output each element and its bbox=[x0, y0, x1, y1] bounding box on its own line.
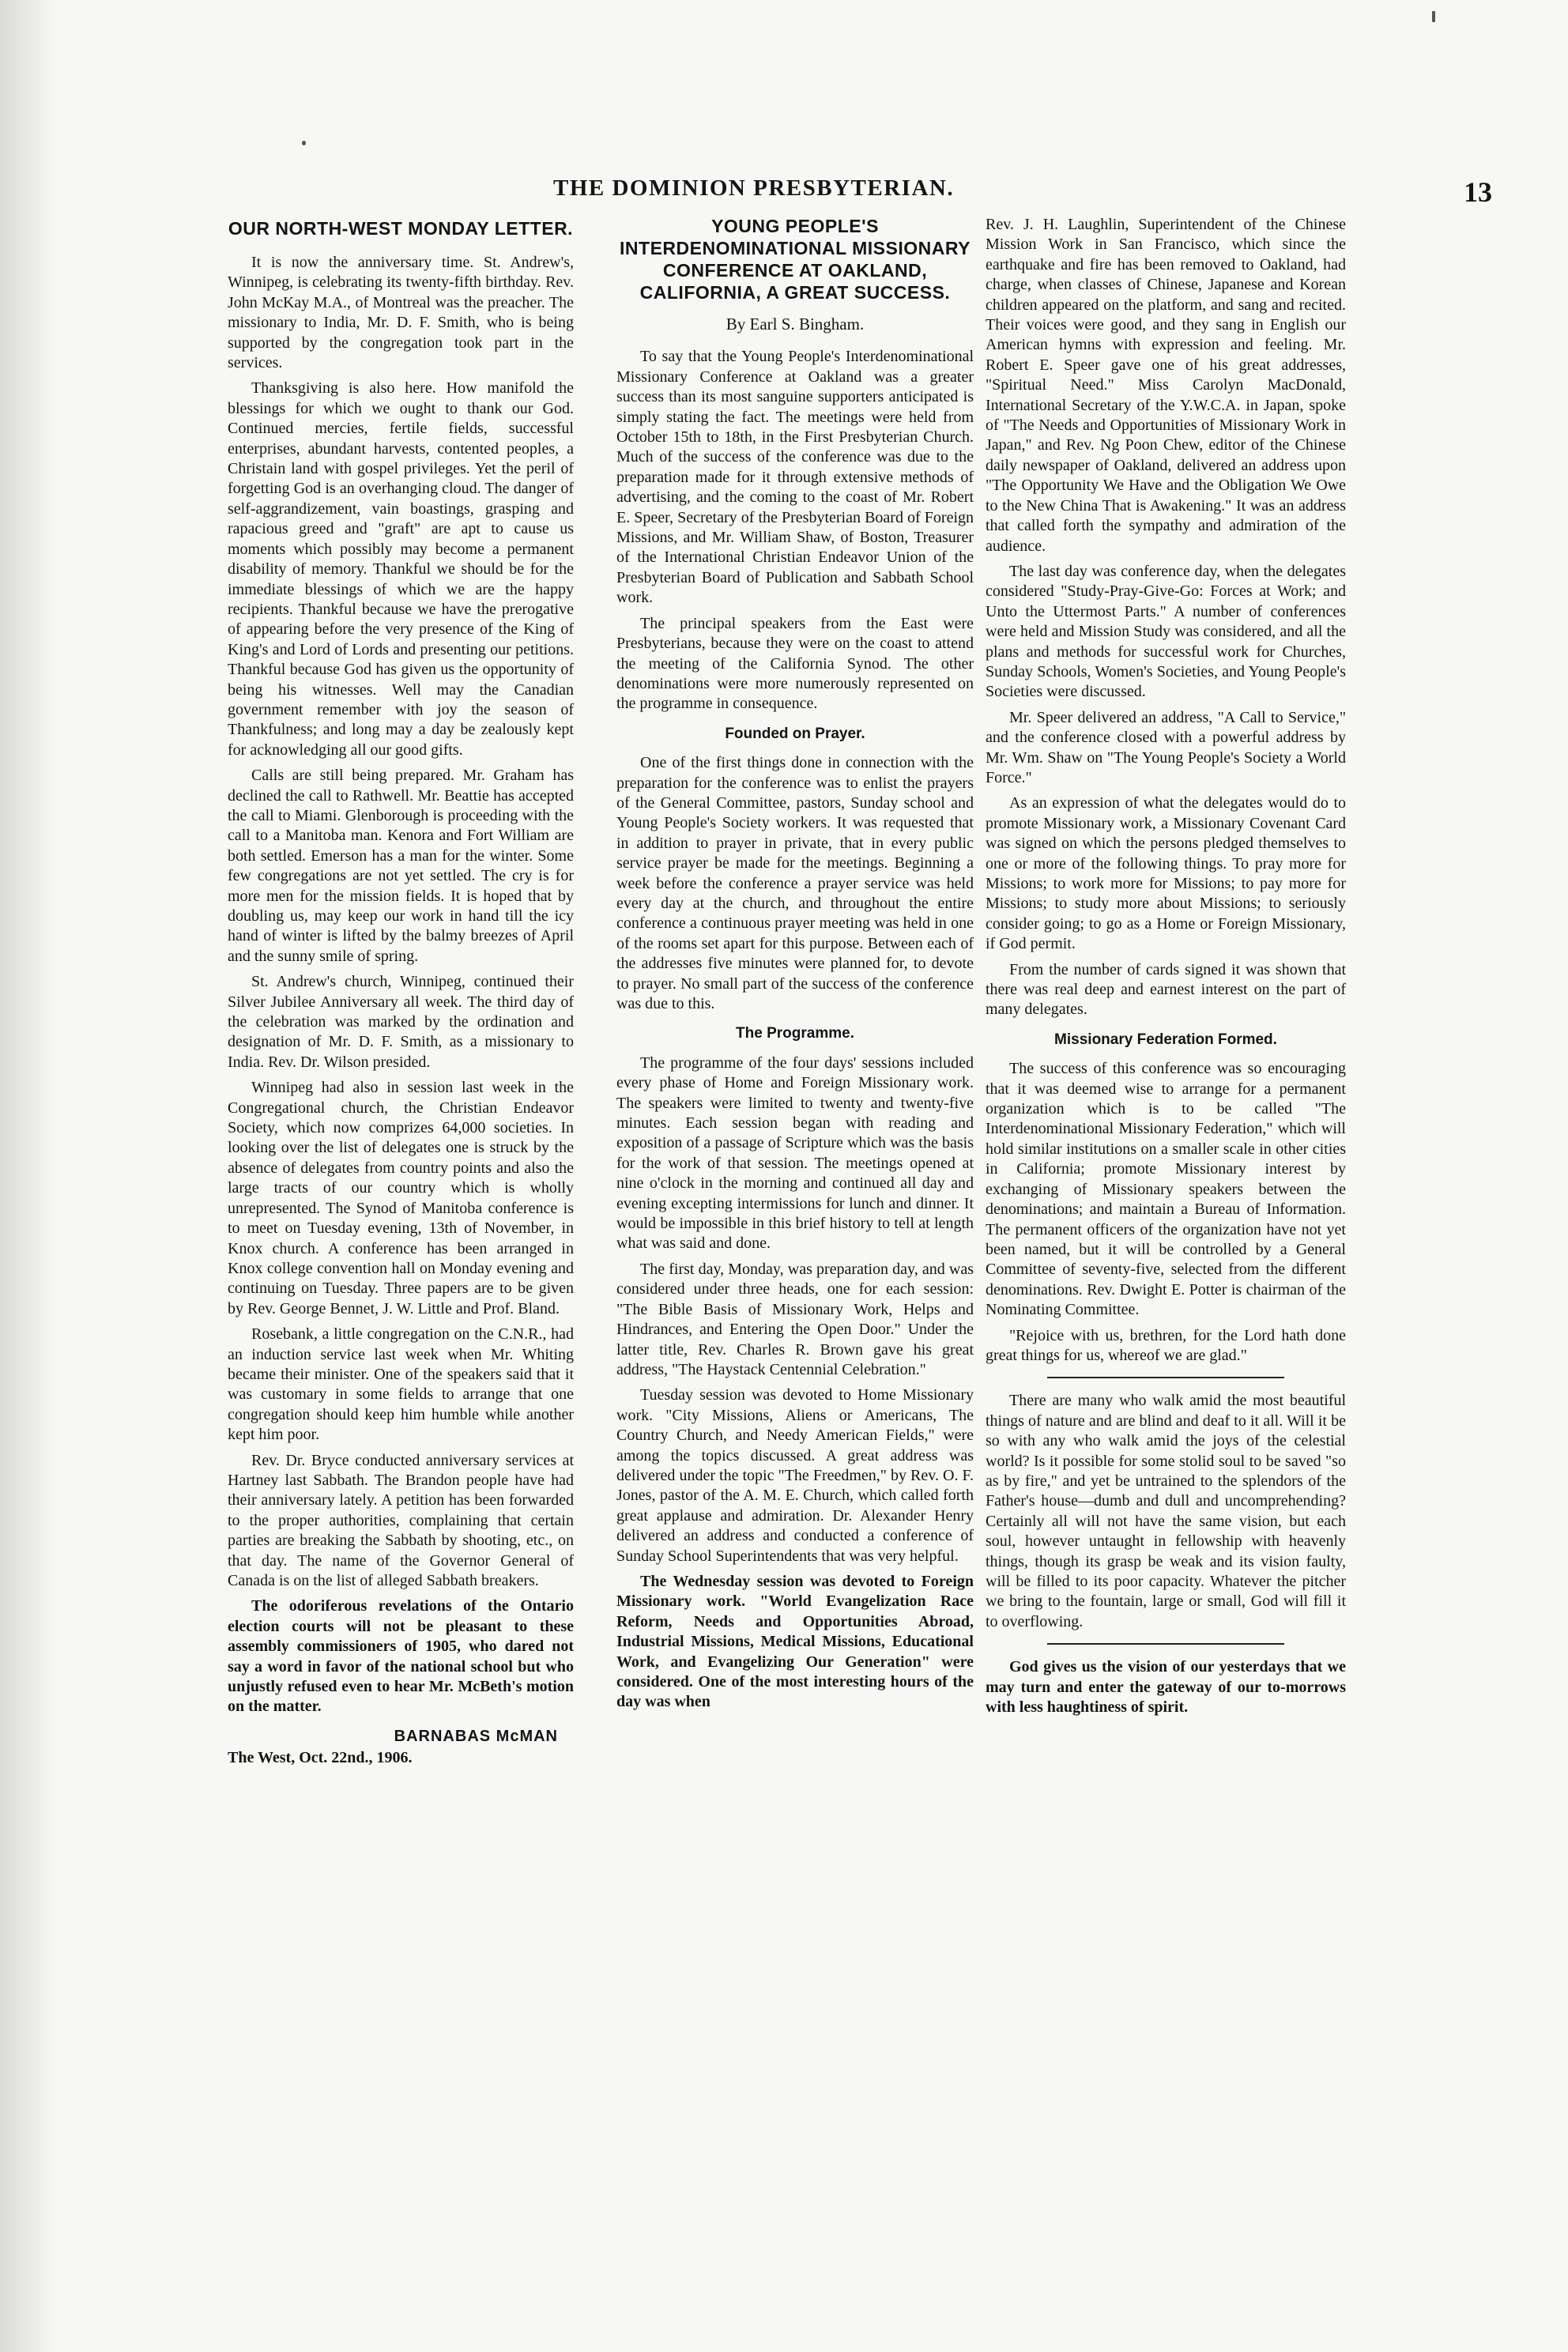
article-paragraph: Rev. J. H. Laughlin, Superintendent of the Chinese Mission Work in San Francisco, which since the earthquake and fire has been removed to Oakland, had charge, when classes of Chinese, Japanese and Korean children appeared on the platform, and sang and recited. Their voices were good, and they sang in English our American hymns with expression and feeling. Mr. Robert E. Speer gave one of his great addresses, "Spiritual Need." Miss Carolyn MacDonald, International Secretary of the Y.W.C.A. in Japan, spoke of "The Needs and Opportunities of Missionary Work in Japan," and Rev. Ng Poon Chew, editor of the Chinese daily newspaper of Oakland, delivered an address upon "The Opportunity We Have and the Obligation We Owe to the New China That is Awakening." It was an address that called forth the sympathy and admiration of the audience. bbox=[986, 216, 1346, 555]
section-subhead: The Programme. bbox=[736, 1025, 854, 1042]
article-paragraph: The odoriferous revelations of the Ontario election courts will not be pleasant to these assembly commissioners of 1905, who dared not say a word in favor of the national school but who unjustly refused even to hear Mr. McBeth's motion on the matter. bbox=[228, 1597, 574, 1716]
article-paragraph: One of the first things done in connection with the preparation for the conference was to enlist the prayers of the General Committee, pastors, Sunday school and Young People's Society workers. It was requested that in addition to prayer in private, that in every public service prayer be made for the meetings. Beginning a week before the conference a prayer service was held every day at the church, and throughout the entire conference a continuous prayer meeting was held in one of the rooms set apart for this purpose. Between each of the addresses five minutes were planned for, to devote to prayer. No small part of the success of the conference was due to this. bbox=[616, 754, 974, 1012]
article-paragraph: To say that the Young People's Interdenominational Missionary Conference at Oakland was a greater success than its most sanguine supporters anticipated is simply stating the fact. The meetings were held from October 15th to 18th, in the First Presbyterian Church. Much of the success of the conference was due to the preparation made for it through extensive methods of advertising, and the coming to the coast of Mr. Robert E. Speer, Secretary of the Presbyterian Board of Foreign Missions, and Mr. William Shaw, of Boston, Treasurer of the International Christian Endeavor Union of the Presbyterian Board of Publication and Sabbath School work. bbox=[616, 348, 974, 607]
page-binding-shadow bbox=[0, 0, 55, 2352]
section-divider bbox=[1047, 1643, 1284, 1645]
article-paragraph: From the number of cards signed it was shown that there was real deep and earnest interest on the part of many delegates. bbox=[986, 960, 1346, 1019]
article-headline: YOUNG PEOPLE'S INTERDENOMINATIONAL MISSIONARY CONFERENCE AT OAKLAND, CALIFORNIA, A GREAT SUCCESS. bbox=[620, 216, 971, 303]
filler-paragraph: There are many who walk amid the most beautiful things of nature and are blind and deaf to it all. Will it be so with any who walk amid the joys of the celestial world? Is it possible for some stolid soul to be saved "so as by fire," and yet be untrained to the splendors of the Father's house—dumb and dull and uncomprehending? Certainly all will not have the same vision, but each soul, however untaught in fellowship with heavenly things, though its grasp be weak and its vision faulty, will be filled to its poor capacity. Whatever the pitcher we bring to the fountain, large or small, God will fill it to overflowing. bbox=[986, 1392, 1346, 1630]
column-north-west-letter bbox=[228, 215, 574, 1774]
article-paragraph: Thanksgiving is also here. How manifold the blessings for which we ought to thank our God. Continued mercies, fertile fields, successful enterprises, abundant harvests, contented peoples, a Christain land with gospel privileges. Yet the peril of forgetting God is an overhanging cloud. The danger of self-aggrandizement, vain boastings, grasping and rapacious greed and "graft" are apt to cause us moments which possibly may become a permanent disability of memory. Thankful we should be for the immediate blessings of which we are the happy recipients. Thankful because we have the prerogative of appearing before the very presence of the King of King's and Lord of Lords and presenting our petitions. Thankful because God has given us the opportunity of being his witnesses. Well may the Canadian government remember with joy the season of Thankfulness; and long may a day be zealously kept for acknowledging all our good gifts. bbox=[228, 379, 574, 759]
article-signature: BARNABAS McMAN bbox=[394, 1727, 558, 1745]
speck-mark bbox=[302, 141, 306, 145]
article-paragraph: Winnipeg had also in session last week in the Congregational church, the Christian Endeavor Society, which now comprizes 64,000 societies. In looking over the list of delegates one is struck by the absence of delegates from country points and also the large tracts of our country which is wholly unrepresented. The Synod of Manitoba conference is to meet on Tuesday evening, 13th of November, in Knox church. A conference has been arranged in Knox college convention hall on Monday evening and continuing on Tuesday. Three papers are to be given by Rev. George Bennet, J. W. Little and Prof. Bland. bbox=[228, 1079, 574, 1317]
article-paragraph: The first day, Monday, was preparation day, and was considered under three heads, one for each session: "The Bible Basis of Missionary Work, Helps and Hindrances, and Entering the Open Door." Under the latter title, Rev. Charles R. Brown gave his great address, "The Haystack Centennial Celebration." bbox=[616, 1260, 974, 1378]
article-paragraph: Rosebank, a little congregation on the C.N.R., had an induction service last week when Mr. Whiting became their minister. One of the speakers said that it was customary in some fields to arrange that one congregation should keep him humble while another kept him poor. bbox=[228, 1325, 574, 1444]
article-paragraph: St. Andrew's church, Winnipeg, continued their Silver Jubilee Anniversary all week. The third day of the celebration was marked by the ordination and designation of Mr. D. F. Smith, as a missionary to India. Rev. Dr. Wilson presided. bbox=[228, 973, 574, 1071]
article-paragraph: The principal speakers from the East were Presbyterians, because they were on the coast to attend the meeting of the California Synod. The other denominations were more numerously represented on the programme in consequence. bbox=[616, 614, 974, 713]
article-dateline: The West, Oct. 22nd., 1906. bbox=[228, 1749, 413, 1767]
article-paragraph: Rev. Dr. Bryce conducted anniversary services at Hartney last Sabbath. The Brandon people have had their anniversary lately. A petition has been forwarded to the proper authorities, complaining that certain parties are breaking the Sabbath by shooting, etc., on that day. The name of the Governor General of Canada is on the list of alleged Sabbath breakers. bbox=[228, 1451, 574, 1589]
article-paragraph: Calls are still being prepared. Mr. Graham has declined the call to Rathwell. Mr. Beattie has accepted the call to Miami. Glenborough is proceeding with the call to a Manitoba man. Kenora and Fort William are both settled. Emerson has a man for the winter. Some few congregations are not yet settled. The cry is for more men for the mission fields. It is hoped that by doubling us, may keep our work in hand till the icy hand of winter is lifted by the balmy breezes of April and the sunny smile of spring. bbox=[228, 767, 574, 965]
article-byline: By Earl S. Bingham. bbox=[726, 315, 865, 334]
speck-mark bbox=[1432, 11, 1435, 22]
article-paragraph: As an expression of what the delegates would do to promote Missionary work, a Missionary Covenant Card was signed on which the persons pledged themselves to one or more of the following things. To pray more for Missions; to work more for Missions; to pay more for Missions; to study more about Missions; to seriously consider going; to go as a Home or Foreign Missionary, if God permit. bbox=[986, 794, 1346, 953]
article-paragraph: The success of this conference was so encouraging that it was deemed wise to arrange for a permanent organization which is to be called "The Interdenominational Missionary Federation," which will hold similar institutions on a smaller scale in other cities in California; promote Missionary interest by exchanging of Missionary speakers between the denominations; and maintain a Bureau of Information. The permanent officers of the organization have not yet been named, but it will be controlled by a General Committee of seventy-five, selected from the different denominations. Rev. Dwight E. Potter is chairman of the Nominating Committee. bbox=[986, 1060, 1346, 1319]
column-conference-continued bbox=[986, 215, 1346, 1723]
column-missionary-conference bbox=[616, 215, 974, 1718]
section-subhead: Missionary Federation Formed. bbox=[1054, 1031, 1277, 1048]
article-headline: OUR NORTH-WEST MONDAY LETTER. bbox=[228, 218, 574, 239]
article-paragraph: The last day was conference day, when the delegates considered "Study-Pray-Give-Go: Forces at Work; and Unto the Uttermost Parts." A number of conferences were held and Mission Study was considered, and all the plans and methods for successful work for Churches, Sunday Schools, Women's Societies, and Young People's Societies were discussed. bbox=[986, 562, 1346, 701]
article-paragraph: Mr. Speer delivered an address, "A Call to Service," and the conference closed with a powerful address by Mr. Wm. Shaw on "The Young People's Society a World Force." bbox=[986, 708, 1346, 786]
page-number: 13 bbox=[1464, 176, 1492, 208]
article-paragraph: The Wednesday session was devoted to Foreign Missionary work. "World Evangelization Race Reform, Needs and Opportunities Abroad, Industrial Missions, Medical Missions, Educational Work, and Evangelizing Our Generation" were considered. One of the most interesting hours of the day was when bbox=[616, 1572, 974, 1711]
article-paragraph: The programme of the four days' sessions included every phase of Home and Foreign Missionary work. The speakers were limited to twenty and twenty-five minutes. Each session began with reading and exposition of a passage of Scripture which was the basis for the work of that session. The meetings opened at nine o'clock in the morning and continued all day and evening excepting intermissions for lunch and dinner. It would be impossible in this brief history to tell at length what was said and done. bbox=[616, 1054, 974, 1253]
section-divider bbox=[1047, 1377, 1284, 1378]
running-title: THE DOMINION PRESBYTERIAN. bbox=[553, 175, 955, 201]
closing-paragraph: God gives us the vision of our yesterdays that we may turn and enter the gateway of our to-morrows with less haughtiness of spirit. bbox=[986, 1658, 1346, 1717]
article-paragraph: Tuesday session was devoted to Home Missionary work. "City Missions, Aliens or Americans, The Country Church, and Needy American Fields," were among the topics discussed. A great address was delivered under the topic "The Freedmen," by Rev. O. F. Jones, pastor of the A. M. E. Church, which called forth great applause and admiration. Dr. Alexander Henry delivered an address and conducted a conference of Sunday School Superintendents that was very helpful. bbox=[616, 1386, 974, 1565]
article-paragraph: "Rejoice with us, brethren, for the Lord hath done great things for us, whereof we are glad." bbox=[986, 1326, 1346, 1364]
section-subhead: Founded on Prayer. bbox=[725, 725, 865, 742]
article-paragraph: It is now the anniversary time. St. Andrew's, Winnipeg, is celebrating its twenty-fifth birthday. Rev. John McKay M.A., of Montreal was the preacher. The missionary to India, Mr. D. F. Smith, who is being supported by the congregation took part in the services. bbox=[228, 254, 574, 372]
